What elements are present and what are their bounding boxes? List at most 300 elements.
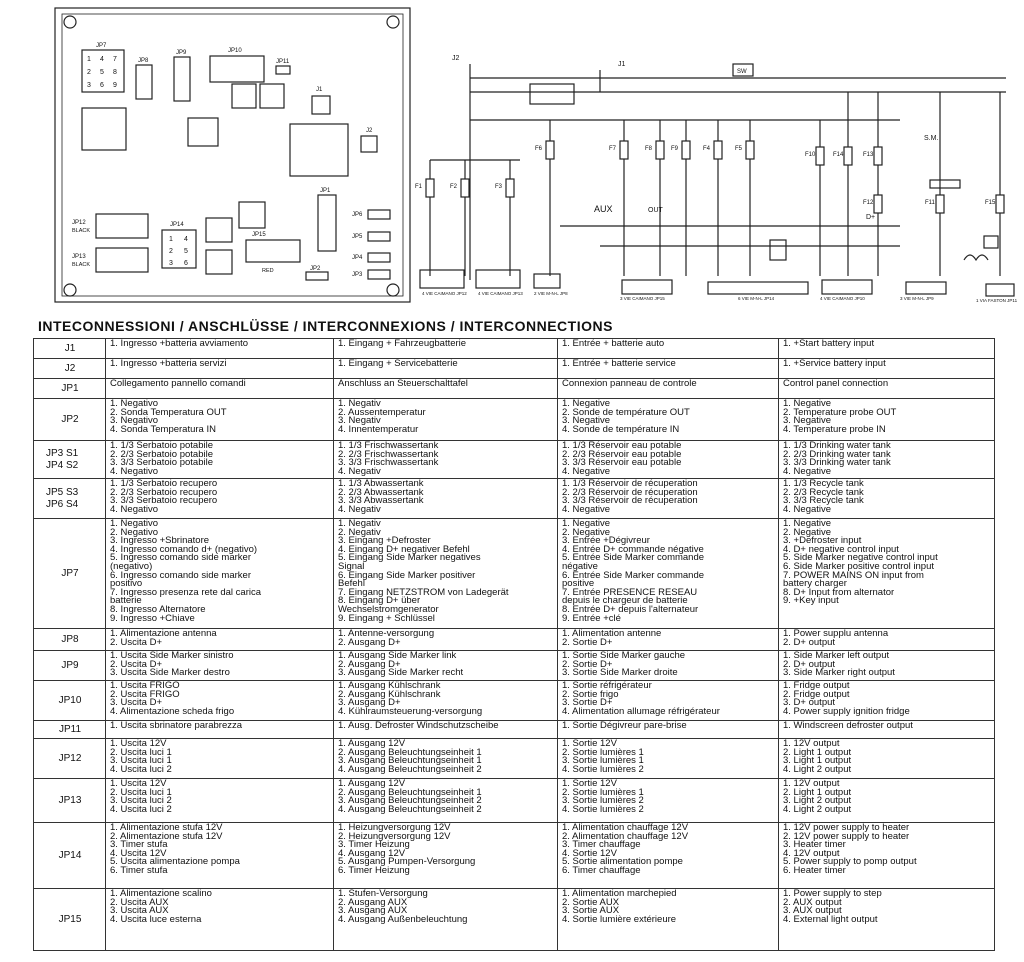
jp10-connector xyxy=(822,280,872,294)
desc-line: Anschluss an Steuerschalttafel xyxy=(338,378,468,389)
desc-line: 2. Sortie lumières 1 xyxy=(562,786,644,798)
desc-line: 9. Entrée +clé xyxy=(562,612,621,624)
board-label-jp12: JP12 xyxy=(72,220,86,226)
desc-line: 6. Timer Heizung xyxy=(338,864,410,876)
desc-line: 6. Entrée Side Marker commande xyxy=(562,569,705,581)
desc-line: 1. 1/3 Abwassertank xyxy=(338,478,424,489)
desc-line: 2. Alimentation chauffage 12V xyxy=(562,830,689,842)
desc-line: 4. Negative xyxy=(783,465,832,477)
pin-label: JP3 S1 xyxy=(46,447,79,459)
desc-line: 3. Eingang +Defroster xyxy=(338,535,431,547)
desc-line: 2. Ausgang Beleuchtungseinheit 1 xyxy=(338,786,482,798)
desc-cell-fr xyxy=(558,379,779,399)
desc-line: 1. Side Marker left output xyxy=(783,650,890,661)
desc-cell-en xyxy=(779,441,995,479)
desc-line: 1. Alimentation chauffage 12V xyxy=(562,822,689,833)
desc-line: 1. Ausgang 12V xyxy=(338,778,406,789)
pin-label: JP9 xyxy=(61,659,79,671)
jp14-block xyxy=(162,230,196,268)
table-row xyxy=(34,889,995,951)
jp13-connector xyxy=(476,270,520,288)
desc-line: 2. 2/3 Drinking water tank xyxy=(783,448,891,460)
pin-label: JP4 S2 xyxy=(46,459,79,471)
jp14-pin-number: 2 xyxy=(169,248,173,255)
desc-line: 3. Uscita Side Marker destro xyxy=(110,667,230,679)
mount-hole xyxy=(387,284,399,296)
desc-line: (negativo) xyxy=(110,560,153,572)
jp1-block xyxy=(318,195,336,251)
desc-cell-de xyxy=(334,379,558,399)
jp12-connector xyxy=(420,270,464,288)
desc-line: 5. Eingang Side Marker negatives xyxy=(338,552,481,564)
desc-line: 1. Stufen-Versorgung xyxy=(338,888,428,899)
desc-line: 2. Heizungversorgung 12V xyxy=(338,830,451,842)
desc-line: 2. Sortie AUX xyxy=(562,896,620,908)
desc-line: Signal xyxy=(338,560,365,572)
desc-line: 3. 3/3 Drinking water tank xyxy=(783,457,891,469)
desc-cell-de xyxy=(334,399,558,441)
table-row xyxy=(34,681,995,721)
desc-line: 3. Ausgang Side Marker recht xyxy=(338,667,464,679)
desc-line: 4. Ingresso comando d+ (negativo) xyxy=(110,543,258,555)
desc-line: 1. Ausgang Kühlschrank xyxy=(338,680,441,691)
out-symbol-label: OUT xyxy=(648,207,663,214)
desc-line: 5. Entrée Side Marker commande xyxy=(562,552,705,564)
desc-line: 2. Light 1 output xyxy=(783,746,852,758)
board-label-jp15: JP15 xyxy=(252,232,266,238)
desc-line: 2. 2/3 Serbatoio potabile xyxy=(110,448,213,460)
desc-line: 6. Heater timer xyxy=(783,864,846,876)
desc-line: 1. 1/3 Recycle tank xyxy=(783,478,864,489)
desc-line: 4. Eingang D+ negativer Befehl xyxy=(338,543,470,555)
desc-cell-de xyxy=(334,479,558,519)
interconnections-table xyxy=(33,338,995,951)
board-label-jp9: JP9 xyxy=(176,50,187,56)
desc-cell-it xyxy=(106,779,334,823)
desc-line: 3. Sortie D+ xyxy=(562,697,613,709)
desc-line: 2. Ausgang D+ xyxy=(338,658,401,670)
desc-line: 2. Ausgang Kühlschrank xyxy=(338,688,441,700)
desc-cell-de xyxy=(334,739,558,779)
mount-hole xyxy=(387,16,399,28)
desc-line: 3. Ausgang D+ xyxy=(338,697,401,709)
desc-line: 1. Sortie 12V xyxy=(562,778,617,789)
jp15-connector xyxy=(622,280,672,294)
desc-line: 6. Eingang Side Marker positiver xyxy=(338,569,476,581)
desc-line: 4. Uscita luci 2 xyxy=(110,803,172,815)
j2-terminal xyxy=(361,136,377,152)
desc-cell-fr xyxy=(558,519,779,629)
jp8-connector xyxy=(534,274,560,288)
desc-cell-en xyxy=(779,721,995,739)
desc-cell-fr xyxy=(558,399,779,441)
desc-line: 8. Ingresso Alternatore xyxy=(110,603,206,615)
desc-line: 1. Negative xyxy=(562,398,611,409)
fuse-symbol xyxy=(874,195,882,213)
board-label-jp13: JP13 xyxy=(72,254,86,260)
desc-line: 7. POWER MAINS ON input from xyxy=(783,569,924,581)
desc-line: 4. Negativo xyxy=(110,503,159,515)
fuse-label: F7 xyxy=(609,146,617,152)
table-row xyxy=(34,441,995,479)
desc-line: 1. Entrée + batterie service xyxy=(562,358,676,369)
fuse-label: F13 xyxy=(863,152,874,158)
desc-cell-it xyxy=(106,339,334,359)
desc-line: négative xyxy=(562,560,598,572)
j1-symbol-label: J1 xyxy=(618,61,626,68)
desc-line: 3. +Defroster input xyxy=(783,535,862,547)
fuse-label: F3 xyxy=(495,184,503,190)
desc-line: 4. Sortie lumières 2 xyxy=(562,803,644,815)
desc-line: 1. Alimentazione scalino xyxy=(110,888,212,899)
jp7-pin-number: 1 xyxy=(87,56,91,63)
desc-line: 1. Entrée + batterie auto xyxy=(562,338,665,349)
desc-line: 3. 3/3 Serbatoio potabile xyxy=(110,457,213,469)
fuse-label: F15 xyxy=(985,200,996,206)
desc-line: 1. Ausgang Side Marker link xyxy=(338,650,457,661)
jp7-pin-number: 8 xyxy=(113,69,117,76)
board-label-j2: J2 xyxy=(366,128,373,134)
desc-line: 4. Negativ xyxy=(338,465,381,477)
desc-line: 1. Negativ xyxy=(338,398,381,409)
desc-line: 3. Uscita D+ xyxy=(110,697,163,709)
desc-line: 2. 2/3 Réservoir eau potable xyxy=(562,448,682,460)
jp10-block xyxy=(210,56,264,82)
desc-line: 1. Negativ xyxy=(338,518,381,529)
desc-cell-de xyxy=(334,629,558,651)
desc-line: depuis le chargeur de batterie xyxy=(562,595,688,607)
board-note-jp12: BLACK xyxy=(72,228,91,234)
jp11-connector xyxy=(986,284,1014,296)
j2-symbol-label: J2 xyxy=(452,55,460,62)
desc-cell-fr xyxy=(558,721,779,739)
pin-cell xyxy=(34,399,106,441)
pin-label: JP7 xyxy=(61,567,79,579)
connector-caption: 4 VIE CAIMANO JP12 xyxy=(422,291,467,296)
desc-cell-fr xyxy=(558,441,779,479)
desc-line: 1. Ausg. Defroster Windschutzscheibe xyxy=(338,720,499,731)
pin-label: JP10 xyxy=(58,694,82,706)
desc-line: 7. Entrée PRESENCE RESEAU xyxy=(562,586,698,598)
board-label-jp14: JP14 xyxy=(170,222,184,228)
jp8-block xyxy=(136,65,152,99)
desc-line: 4. Alimentation allumage réfrigérateur xyxy=(562,705,720,717)
desc-line: 4. Uscita luce esterna xyxy=(110,913,202,925)
board-label-jp4: JP4 xyxy=(352,255,363,261)
desc-line: 3. Side Marker right output xyxy=(783,667,895,679)
pin-label: JP13 xyxy=(58,794,82,806)
desc-line: 1. Sortie réfrigérateur xyxy=(562,680,652,691)
fuse-symbol xyxy=(816,147,824,165)
desc-line: 5. Power supply to pomp output xyxy=(783,856,917,868)
desc-line: 6. Timer stufa xyxy=(110,864,168,876)
desc-line: positive xyxy=(562,578,595,590)
desc-cell-en xyxy=(779,519,995,629)
pin-cell xyxy=(34,359,106,379)
desc-line: 1. Alimentation antenne xyxy=(562,628,662,639)
desc-line: 3. Entrée +Dégivreur xyxy=(562,535,650,547)
desc-line: 3. D+ output xyxy=(783,697,836,709)
desc-cell-en xyxy=(779,779,995,823)
fuse-symbol xyxy=(546,141,554,159)
desc-line: 2. Uscita D+ xyxy=(110,636,163,648)
aux-symbol-label: AUX xyxy=(594,204,613,214)
desc-line: 4. Sonda Temperatura IN xyxy=(110,423,216,435)
desc-line: 3. Uscita luci 2 xyxy=(110,795,172,807)
desc-line: 2. Alimentazione stufa 12V xyxy=(110,830,223,842)
desc-line: 4. Light 2 output xyxy=(783,763,852,775)
desc-line: 2. Negativo xyxy=(110,526,159,538)
desc-cell-de xyxy=(334,651,558,681)
desc-line: 2. 12V power supply to heater xyxy=(783,830,910,842)
pin-cell xyxy=(34,823,106,889)
desc-cell-fr xyxy=(558,739,779,779)
desc-cell-fr xyxy=(558,823,779,889)
pin-cell xyxy=(34,779,106,823)
desc-line: 1. 1/3 Serbatoio potabile xyxy=(110,440,213,451)
board-label-jp7: JP7 xyxy=(96,43,107,49)
pin-label: JP1 xyxy=(61,382,79,394)
desc-line: 4. 12V output xyxy=(783,847,840,859)
desc-line: 2. Sortie frigo xyxy=(562,688,619,700)
desc-line: 3. Ingresso +Sbrinatore xyxy=(110,535,210,547)
desc-line: 7. Eingang NETZSTROM von Ladegerät xyxy=(338,586,509,598)
desc-line: 1. 12V output xyxy=(783,778,840,789)
desc-line: 3. Ausgang AUX xyxy=(338,905,408,917)
connector-caption: 3 VIE M-N-L JP9 xyxy=(900,296,934,301)
fuse-symbol xyxy=(461,179,469,197)
desc-line: 2. Ausgang D+ xyxy=(338,636,401,648)
jp12-block xyxy=(96,214,148,238)
connector-caption: 3 VIE CAIMANO JP15 xyxy=(620,296,665,301)
board-label-jp2: JP2 xyxy=(310,266,321,272)
desc-line: 4. Negative xyxy=(783,503,832,515)
desc-line: 4. Power supply ignition fridge xyxy=(783,705,910,717)
desc-cell-fr xyxy=(558,629,779,651)
desc-cell-it xyxy=(106,479,334,519)
fuse-symbol xyxy=(746,141,754,159)
desc-line: 1. Fridge output xyxy=(783,680,850,691)
desc-line: 3. Negativo xyxy=(110,415,159,427)
desc-line: 1. Uscita sbrinatore parabrezza xyxy=(110,720,243,731)
board-label-jp11: JP11 xyxy=(276,59,290,65)
desc-line: 4. Sortie 12V xyxy=(562,847,617,859)
fuse-symbol xyxy=(656,141,664,159)
desc-line: 1. Negativo xyxy=(110,398,159,409)
desc-line: 4. Uscita luci 2 xyxy=(110,763,172,775)
table-row xyxy=(34,399,995,441)
desc-cell-en xyxy=(779,651,995,681)
pin-cell xyxy=(34,519,106,629)
desc-line: 2. D+ output xyxy=(783,658,836,670)
desc-line: 3. Ausgang Beleuchtungseinheit 1 xyxy=(338,755,482,767)
jp13-block xyxy=(96,248,148,272)
desc-line: 4. Entrée D+ commande négative xyxy=(562,543,704,555)
jp14-pin-number: 5 xyxy=(184,248,188,255)
fuse-label: F11 xyxy=(925,200,935,206)
desc-cell-it xyxy=(106,629,334,651)
desc-cell-de xyxy=(334,441,558,479)
desc-line: 1. Negative xyxy=(783,518,832,529)
desc-line: 3. 3/3 Abwassertank xyxy=(338,495,424,507)
desc-line: 3. 3/3 Réservoir eau potable xyxy=(562,457,682,469)
desc-line: 2. Sonde de température OUT xyxy=(562,406,690,418)
connector-caption: 2 VIE M-N-L JP8 xyxy=(534,291,568,296)
desc-line: 1. Heizungversorgung 12V xyxy=(338,822,451,833)
pin-cell xyxy=(34,339,106,359)
pin-cell xyxy=(34,479,106,519)
pin-label: JP11 xyxy=(58,723,82,735)
page-title: INTECONNESSIONI / ANSCHLÜSSE / INTERCONNEXIONS / INTERCONNECTIONS xyxy=(38,318,613,334)
desc-cell-en xyxy=(779,739,995,779)
desc-line: 4. Temperature probe IN xyxy=(783,423,886,435)
jp7-pin-number: 4 xyxy=(100,56,104,63)
desc-cell-it xyxy=(106,441,334,479)
schematic-area xyxy=(0,0,1024,312)
desc-line: 1. Sortie Side Marker gauche xyxy=(562,650,686,661)
desc-line: 9. Eingang + Schlüssel xyxy=(338,612,435,624)
schematic-svg xyxy=(0,0,1024,312)
desc-line: 2. Uscita FRIGO xyxy=(110,688,180,700)
desc-line: 3. Negativ xyxy=(338,415,381,427)
desc-line: 1. Uscita 12V xyxy=(110,738,167,749)
table-row xyxy=(34,519,995,629)
desc-line: 1. Negativo xyxy=(110,518,159,529)
desc-cell-it xyxy=(106,379,334,399)
fuse-label: F6 xyxy=(535,146,543,152)
desc-line: 4. Sonde de température IN xyxy=(562,423,680,435)
desc-cell-fr xyxy=(558,779,779,823)
jp15-block xyxy=(246,240,300,262)
desc-line: 2. Sortie D+ xyxy=(562,658,613,670)
desc-line: Wechselstromgenerator xyxy=(338,603,439,615)
connector-caption: 4 VIE CAIMANO JP13 xyxy=(478,291,523,296)
pin-label: JP15 xyxy=(58,913,82,925)
sw-symbol-label: SW xyxy=(737,69,747,75)
desc-cell-fr xyxy=(558,479,779,519)
desc-line: 3. Light 1 output xyxy=(783,755,852,767)
desc-line: 3. Light 2 output xyxy=(783,795,852,807)
mount-hole xyxy=(64,284,76,296)
desc-line: 3. Uscita luci 1 xyxy=(110,755,172,767)
desc-line: 7. Ingresso presenza rete dal carica xyxy=(110,586,262,598)
desc-line: 2. Uscita D+ xyxy=(110,658,163,670)
pin-cell xyxy=(34,441,106,479)
desc-line: 8. Eingang D+ über xyxy=(338,595,421,607)
desc-line: 3. Ausgang Beleuchtungseinheit 2 xyxy=(338,795,482,807)
desc-cell-fr xyxy=(558,681,779,721)
desc-line: 1. Power supplu antenna xyxy=(783,628,889,639)
desc-line: 3. Sortie AUX xyxy=(562,905,620,917)
desc-line: 3. Uscita AUX xyxy=(110,905,169,917)
desc-line: 9. +Key input xyxy=(783,595,839,607)
desc-cell-de xyxy=(334,519,558,629)
desc-line: 4. Light 2 output xyxy=(783,803,852,815)
connector-caption: 6 VIE M-N-L JP14 xyxy=(738,296,775,301)
jp9-block xyxy=(174,57,190,101)
desc-line: Connexion panneau de controle xyxy=(562,378,697,389)
desc-cell-fr xyxy=(558,359,779,379)
desc-cell-fr xyxy=(558,651,779,681)
board-label-jp10: JP10 xyxy=(228,48,242,54)
desc-cell-de xyxy=(334,359,558,379)
desc-line: 2. Sonda Temperatura OUT xyxy=(110,406,227,418)
desc-cell-it xyxy=(106,721,334,739)
desc-line: 5. Sortie alimentation pompe xyxy=(562,856,683,868)
jp14-pin-number: 6 xyxy=(184,260,188,267)
fuse-label: F9 xyxy=(671,146,679,152)
table-row xyxy=(34,479,995,519)
desc-line: 2. Fridge output xyxy=(783,688,850,700)
desc-cell-en xyxy=(779,339,995,359)
desc-line: 1. 1/3 Serbatoio recupero xyxy=(110,478,218,489)
desc-line: 2. D+ output xyxy=(783,636,836,648)
desc-cell-it xyxy=(106,519,334,629)
desc-line: 1. Sortie 12V xyxy=(562,738,617,749)
fuse-symbol xyxy=(682,141,690,159)
desc-line: 1. 1/3 Réservoir eau potable xyxy=(562,440,682,451)
desc-line: 1. Alimentation marchepied xyxy=(562,888,677,899)
board-label-jp8: JP8 xyxy=(138,58,149,64)
desc-line: 1. Alimentazione antenna xyxy=(110,628,217,639)
desc-line: 1. Power supply to step xyxy=(783,888,882,899)
pin-cell xyxy=(34,889,106,951)
fuse-symbol xyxy=(874,147,882,165)
desc-line: 1. Ausgang 12V xyxy=(338,738,406,749)
desc-cell-de xyxy=(334,889,558,951)
desc-cell-fr xyxy=(558,889,779,951)
desc-line: 2. Ausgang AUX xyxy=(338,896,408,908)
jp14-pin-number: 1 xyxy=(169,236,173,243)
desc-line: 5. Ausgang Pumpen-Versorgung xyxy=(338,856,476,868)
desc-cell-it xyxy=(106,651,334,681)
pin-cell xyxy=(34,651,106,681)
jp2-block xyxy=(306,272,328,280)
pin-cell xyxy=(34,629,106,651)
desc-line: 4. Sortie lumière extérieure xyxy=(562,913,677,925)
desc-line: 4. Negativ xyxy=(338,503,381,515)
desc-line: 1. Sortie Dégivreur pare-brise xyxy=(562,720,687,731)
desc-cell-de xyxy=(334,339,558,359)
desc-line: 3. Negative xyxy=(562,415,611,427)
connector-caption: 1 VIA FASTON JP11 xyxy=(976,298,1018,303)
board-label-jp3: JP3 xyxy=(352,272,363,278)
pin-label: J1 xyxy=(64,342,76,354)
desc-cell-it xyxy=(106,823,334,889)
d-plus-symbol-label: D+ xyxy=(866,214,876,221)
desc-line: 4. Kühlraumsteuerung-versorgung xyxy=(338,705,483,717)
pin-label: JP5 S3 xyxy=(46,486,79,498)
desc-line: 3. Sortie lumières 1 xyxy=(562,755,644,767)
desc-line: 1. Ingresso +batteria servizi xyxy=(110,358,227,369)
desc-cell-de xyxy=(334,823,558,889)
desc-line: 1. Uscita FRIGO xyxy=(110,680,180,691)
fuse-label: F5 xyxy=(735,146,743,152)
desc-line: 3. Sortie lumières 2 xyxy=(562,795,644,807)
desc-line: 2. AUX output xyxy=(783,896,842,908)
fuse-label: F10 xyxy=(805,152,816,158)
desc-line: 1. Negative xyxy=(562,518,611,529)
fuse-symbol xyxy=(936,195,944,213)
pin-label: JP8 xyxy=(61,633,79,645)
desc-line: 3. 3/3 Serbatoio recupero xyxy=(110,495,218,507)
board-label-jp1: JP1 xyxy=(320,188,331,194)
board-label-jp5: JP5 xyxy=(352,234,363,240)
desc-cell-en xyxy=(779,399,995,441)
table-row xyxy=(34,721,995,739)
jp7-pin-number: 3 xyxy=(87,82,91,89)
table-row xyxy=(34,779,995,823)
